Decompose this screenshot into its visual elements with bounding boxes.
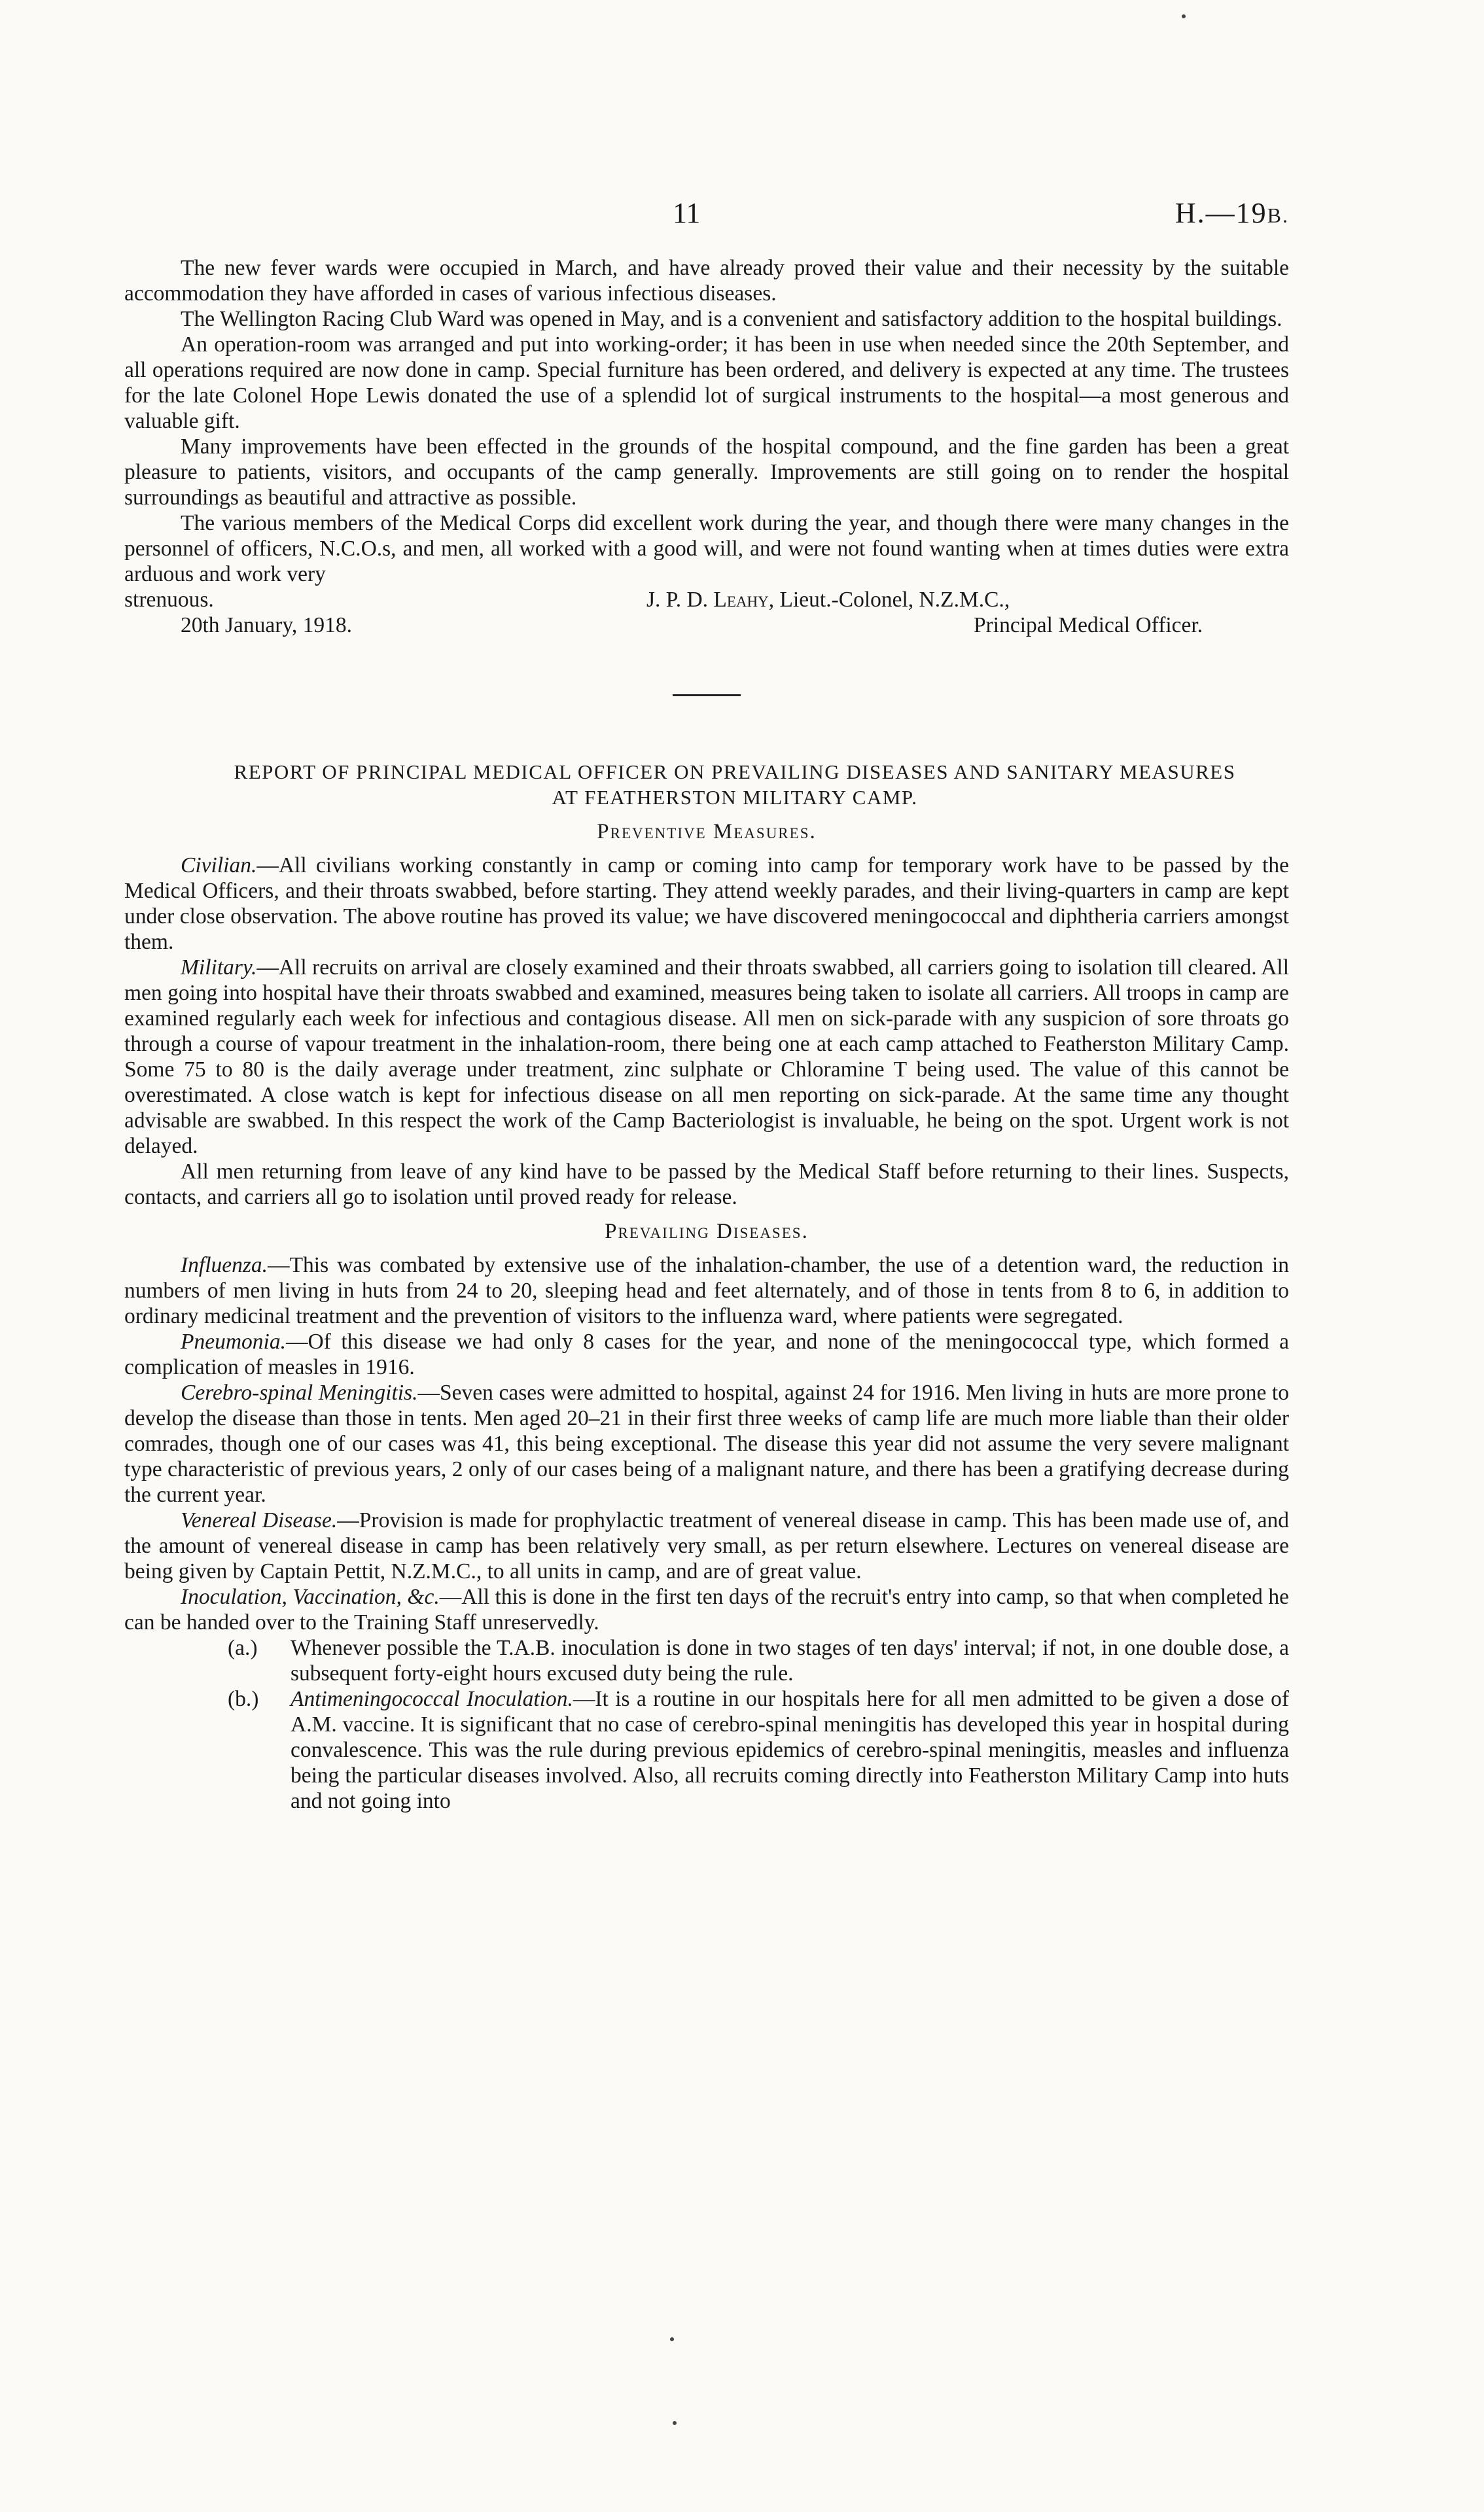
body-text [124, 255, 1289, 1814]
paragraph-venereal [124, 1508, 1289, 1584]
text-civilian: —All civilians working constantly in camp or coming into camp for temporary work have to be passed by the Medical Officers, and their throats swabbed, before starting. They attend weekly parades, and their living-quarters in camp are kept under close observation. The above routine has proved its value; we have discovered meningococcal and diphtheria carriers amongst them. [124, 853, 1289, 954]
signature [646, 587, 1010, 612]
report-date: 20th January, 1918. [181, 613, 353, 637]
report-title-line-2: AT FEATHERSTON MILITARY CAMP. [552, 786, 918, 809]
signature-name: J. P. D. Leahy [646, 588, 769, 612]
page-header [124, 196, 1289, 236]
report-title-line-1: REPORT OF PRINCIPAL MEDICAL OFFICER ON PREVAILING DISEASES AND SANITARY MEASURES [234, 760, 1236, 783]
signature-title: Principal Medical Officer. [974, 613, 1203, 637]
paragraph-operation-room: An operation-room was arranged and put into working-order; it has been in use when needed since the 20th September, and all operations required are now done in camp. Special furniture has been ordered, and delivery is expected at any time. The trustees for the late Colonel Hope Lewis donated the use of a splendid lot of surgical instruments to the hospital—a most generous and valuable gift. [124, 332, 1289, 433]
date-line [124, 612, 1289, 638]
paragraph-pneumonia [124, 1329, 1289, 1380]
page-number: 11 [673, 197, 701, 229]
text-item-b: —It is a routine in our hospitals here for all men admitted to be given a dose of A.M. vaccine. It is significant that no case of cerebro-spinal meningitis has developed this year in hospital during convalescence. This was the rule during previous epidemics of cerebro-spinal meningitis, measles and influenza being the particular diseases involved. Also, all recruits coming directly into Featherston Military Camp into huts and not going into [291, 1687, 1289, 1813]
paragraph-military [124, 955, 1289, 1159]
list-item-a [124, 1635, 1289, 1686]
signature-rank: , Lieut.-Colonel, N.Z.M.C., [768, 588, 1010, 612]
lead-item-b: Antimeningococcal Inoculation. [291, 1687, 573, 1711]
document-code [1175, 196, 1289, 230]
heading-preventive-measures: Preventive Measures. [597, 820, 817, 843]
text-venereal: —Provision is made for prophylactic treatment of venereal disease in camp. This has been made use of, and the amount of venereal disease in camp has been relatively very small, as per return elsewhere. Lectures on venereal disease are being given by Captain Pettit, N.Z.M.C., to all units in camp, and are of great value. [124, 1508, 1289, 1583]
section-divider [673, 694, 741, 696]
text-inoculation: —All this is done in the first ten days of the recruit's entry into camp, so that when completed he can be handed over to the Training Staff unreservedly. [124, 1585, 1289, 1635]
paragraph-civilian [124, 853, 1289, 955]
paragraph-racing-club-ward: The Wellington Racing Club Ward was opened in May, and is a convenient and satisfactory addition to the hospital buildings. [181, 307, 1282, 331]
lead-military: Military. [181, 955, 257, 980]
lead-inoculation: Inoculation, Vaccination, &c. [181, 1585, 440, 1609]
lead-influenza: Influenza. [181, 1253, 268, 1277]
paragraph-fever-wards: The new fever wards were occupied in March, and have already proved their value and their necessity by the suitable accommodation they have afforded in cases of various infectious diseases. [124, 256, 1289, 306]
closing-word: strenuous. [124, 588, 214, 612]
text-influenza: —This was combated by extensive use of the inhalation-chamber, the use of a detention ward, the reduction in numbers of men living in huts from 24 to 20, sleeping head and feet alternately, and of those in tents from 8 to 6, in addition to ordinary medicinal treatment and the prevention of visitors to the influenza ward, where patients were segregated. [124, 1253, 1289, 1328]
signature-line [124, 587, 1289, 612]
paragraph-cerebro-spinal [124, 1380, 1289, 1508]
lead-venereal: Venereal Disease. [181, 1508, 338, 1532]
paragraph-medical-corps: The various members of the Medical Corps did excellent work during the year, and though there were many changes in the personnel of officers, N.C.O.s, and men, all worked with a good will, and were not found wanting when at times duties were extra arduous and work very [124, 511, 1289, 586]
list-marker-a: (a.) [228, 1636, 258, 1660]
paragraph-leave: All men returning from leave of any kind have to be passed by the Medical Staff before returning to their lines. Suspects, contacts, and carriers all go to isolation until proved ready for release. [124, 1159, 1289, 1209]
paragraph-influenza [124, 1252, 1289, 1329]
document-code-suffix: B. [1267, 203, 1289, 227]
lead-pneumonia: Pneumonia. [181, 1330, 286, 1354]
text-military: —All recruits on arrival are closely examined and their throats swabbed, all carriers going to isolation till cleared. All men going into hospital have their throats swabbed and examined, measures being taken to isolate all carriers. All troops in camp are examined regularly each week for infectious and contagious disease. All men on sick-parade with any suspicion of sore throats go through a course of vapour treatment in the inhalation-room, there being one at each camp attached to Featherston Military Camp. Some 75 to 80 is the daily average under treatment, zinc sulphate or Chloramine T being used. The value of this cannot be overestimated. A close watch is kept for infectious disease on all men reporting on sick-parade. At the same time any thought advisable are swabbed. In this respect the work of the Camp Bacteriologist is invaluable, he being on the spot. Urgent work is not delayed. [124, 955, 1289, 1158]
paragraph-inoculation [124, 1584, 1289, 1635]
text-item-a: Whenever possible the T.A.B. inoculation is done in two stages of ten days' interval; if not, in one double dose, a subsequent forty-eight hours excused duty being the rule. [291, 1636, 1289, 1686]
document-code-main: H.—19 [1175, 197, 1267, 229]
list-item-b [124, 1686, 1289, 1814]
heading-prevailing-diseases: Prevailing Diseases. [605, 1220, 809, 1243]
text-pneumonia: —Of this disease we had only 8 cases for the year, and none of the meningococcal type, which formed a complication of measles in 1916. [124, 1330, 1289, 1379]
lead-cerebro-spinal: Cerebro-spinal Meningitis. [181, 1381, 418, 1405]
lead-civilian: Civilian. [181, 853, 257, 877]
list-marker-b: (b.) [228, 1687, 259, 1711]
text-cerebro-spinal: —Seven cases were admitted to hospital, against 24 for 1916. Men living in huts are more prone to develop the disease than those in tents. Men aged 20–21 in their first three weeks of camp life are much more liable than their older comrades, though one of our cases was 41, this being exceptional. The disease this year did not assume the very severe malignant type characteristic of previous years, 2 only of our cases being of a malignant nature, and there has been a gratifying decrease during the current year. [124, 1381, 1289, 1507]
paragraph-improvements: Many improvements have been effected in the grounds of the hospital compound, and the fine garden has been a great pleasure to patients, visitors, and occupants of the camp generally. Improvements are still going on to render the hospital surroundings as beautiful and attractive as possible. [124, 434, 1289, 510]
document-page [124, 0, 1289, 2512]
